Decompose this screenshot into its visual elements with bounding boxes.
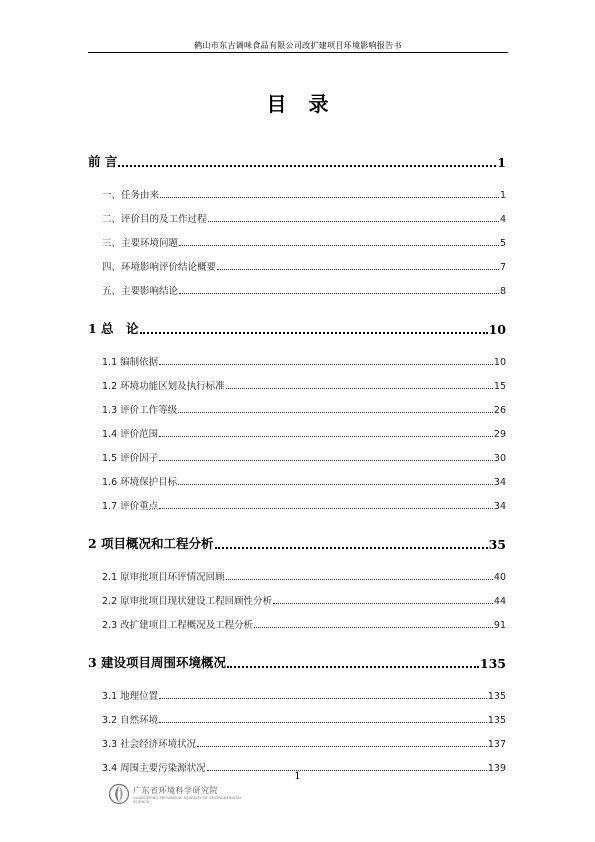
toc-entry-page: 34	[493, 477, 506, 488]
toc-dot-leader	[159, 508, 493, 509]
toc-section-entry[interactable]	[88, 498, 506, 512]
toc-section-entry[interactable]	[88, 736, 506, 750]
toc-section-entry[interactable]	[88, 474, 506, 488]
toc-entry-page: 5	[499, 238, 506, 249]
toc-section-entry[interactable]	[88, 259, 506, 273]
toc-dot-leader	[179, 293, 499, 294]
toc-entry-page: 139	[487, 763, 506, 774]
logo-subtext: GUANGDONG PROVINCIAL ACADEMY OF ENVIRONMENTAL SCIENCE	[133, 796, 242, 804]
toc-entry-label: 2.3 改扩建项目工程概况及工程分析	[102, 620, 254, 631]
toc-entry-page: 91	[493, 620, 506, 631]
toc-section-entry[interactable]	[88, 235, 506, 249]
header-rule	[88, 52, 508, 53]
toc-dot-leader	[215, 547, 488, 549]
toc-dot-leader	[226, 579, 493, 580]
toc-dot-leader	[159, 436, 493, 437]
toc-section-entry[interactable]	[88, 378, 506, 392]
toc-entry-label: 1.5 评价因子	[102, 453, 159, 464]
toc-entry-label: 1 总 论	[88, 321, 139, 336]
toc-entry-label: 三、主要环境问题	[102, 238, 179, 249]
toc-entry-page: 26	[493, 405, 506, 416]
toc-entry-page: 135	[487, 715, 506, 726]
toc-entry-page: 10	[493, 357, 506, 368]
page-title: 目录	[266, 92, 351, 116]
toc-entry-label: 3.1 地理位置	[102, 691, 159, 702]
toc-dot-leader	[178, 412, 493, 413]
toc-chapter-entry[interactable]	[88, 152, 506, 170]
toc-entry-page: 4	[499, 214, 506, 225]
logo-text: 广东省环境科学研究院	[133, 786, 218, 795]
toc-dot-leader	[159, 364, 493, 365]
toc-section-entry[interactable]	[88, 187, 506, 201]
institute-logo	[108, 781, 248, 809]
toc-entry-label: 五、主要影响结论	[102, 286, 179, 297]
toc-section-entry[interactable]	[88, 569, 506, 583]
toc-dot-leader	[159, 460, 493, 461]
page-number: 1	[294, 771, 301, 782]
toc-entry-label: 1.2 环境功能区划及执行标准	[102, 381, 225, 392]
toc-entry-page: 34	[493, 501, 506, 512]
toc-dot-leader	[178, 484, 493, 485]
toc-entry-label: 1.1 编制依据	[102, 357, 159, 368]
toc-section-entry[interactable]	[88, 283, 506, 297]
toc-dot-leader	[179, 245, 499, 246]
toc-dot-leader	[227, 666, 479, 668]
toc-dot-leader	[208, 221, 499, 222]
toc-section-entry[interactable]	[88, 593, 506, 607]
toc-chapter-entry[interactable]	[88, 653, 506, 671]
toc-section-entry[interactable]	[88, 712, 506, 726]
toc-dot-leader	[254, 627, 493, 628]
toc-dot-leader	[140, 332, 488, 334]
toc-entry-label: 二、评价目的及工作过程	[102, 214, 207, 225]
toc-entry-label: 3.3 社会经济环境状况	[102, 739, 197, 750]
toc-entry-page: 135	[487, 691, 506, 702]
toc-chapter-entry[interactable]	[88, 534, 506, 552]
toc-section-entry[interactable]	[88, 426, 506, 440]
toc-dot-leader	[118, 165, 496, 167]
toc-entry-label: 1.3 评价工作等级	[102, 405, 178, 416]
toc-dot-leader	[217, 269, 499, 270]
toc-entry-label: 2.1 原审批项目环评情况回顾	[102, 572, 225, 583]
toc-section-entry[interactable]	[88, 688, 506, 702]
toc-dot-leader	[197, 746, 487, 747]
toc-dot-leader	[273, 603, 493, 604]
toc-section-entry[interactable]	[88, 617, 506, 631]
toc-entry-page: 10	[488, 322, 506, 337]
toc-section-entry[interactable]	[88, 354, 506, 368]
toc-entry-label: 1.4 评价范围	[102, 429, 159, 440]
toc-entry-page: 30	[493, 453, 506, 464]
toc-entry-page: 1	[497, 155, 506, 170]
toc-dot-leader	[226, 388, 493, 389]
toc-entry-page: 15	[493, 381, 506, 392]
toc-entry-label: 前 言	[88, 154, 118, 169]
toc-entry-label: 2 项目概况和工程分析	[88, 536, 214, 551]
toc-entry-label: 1.7 评价重点	[102, 501, 159, 512]
toc-entry-label: 四、环境影响评价结论概要	[102, 262, 217, 273]
running-header: 鹤山市东古调味食品有限公司改扩建项目环境影响报告书	[194, 41, 402, 50]
toc-entry-page: 135	[479, 656, 506, 671]
toc-entry-label: 一、任务由来	[102, 190, 160, 201]
toc-entry-label: 3.4 周围主要污染源状况	[102, 763, 206, 774]
toc-entry-page: 29	[493, 429, 506, 440]
toc-entry-page: 8	[499, 286, 506, 297]
toc-entry-page: 35	[488, 537, 506, 552]
toc-entry-label: 3.2 自然环境	[102, 715, 159, 726]
toc-dot-leader	[160, 197, 499, 198]
institute-emblem-icon	[108, 783, 130, 805]
toc-entry-label: 2.2 原审批项目现状建设工程回顾性分析	[102, 596, 273, 607]
toc-section-entry[interactable]	[88, 402, 506, 416]
toc-chapter-entry[interactable]	[88, 319, 506, 337]
toc-entry-page: 1	[499, 190, 506, 201]
toc-section-entry[interactable]	[88, 450, 506, 464]
toc-entry-page: 40	[493, 572, 506, 583]
toc-entry-label: 1.6 环境保护目标	[102, 477, 178, 488]
toc-dot-leader	[159, 722, 487, 723]
toc-entry-label: 3 建设项目周围环境概况	[88, 655, 227, 670]
toc-section-entry[interactable]	[88, 211, 506, 225]
toc-entry-page: 137	[487, 739, 506, 750]
toc-dot-leader	[159, 698, 487, 699]
toc-entry-page: 44	[493, 596, 506, 607]
toc-entry-page: 7	[499, 262, 506, 273]
